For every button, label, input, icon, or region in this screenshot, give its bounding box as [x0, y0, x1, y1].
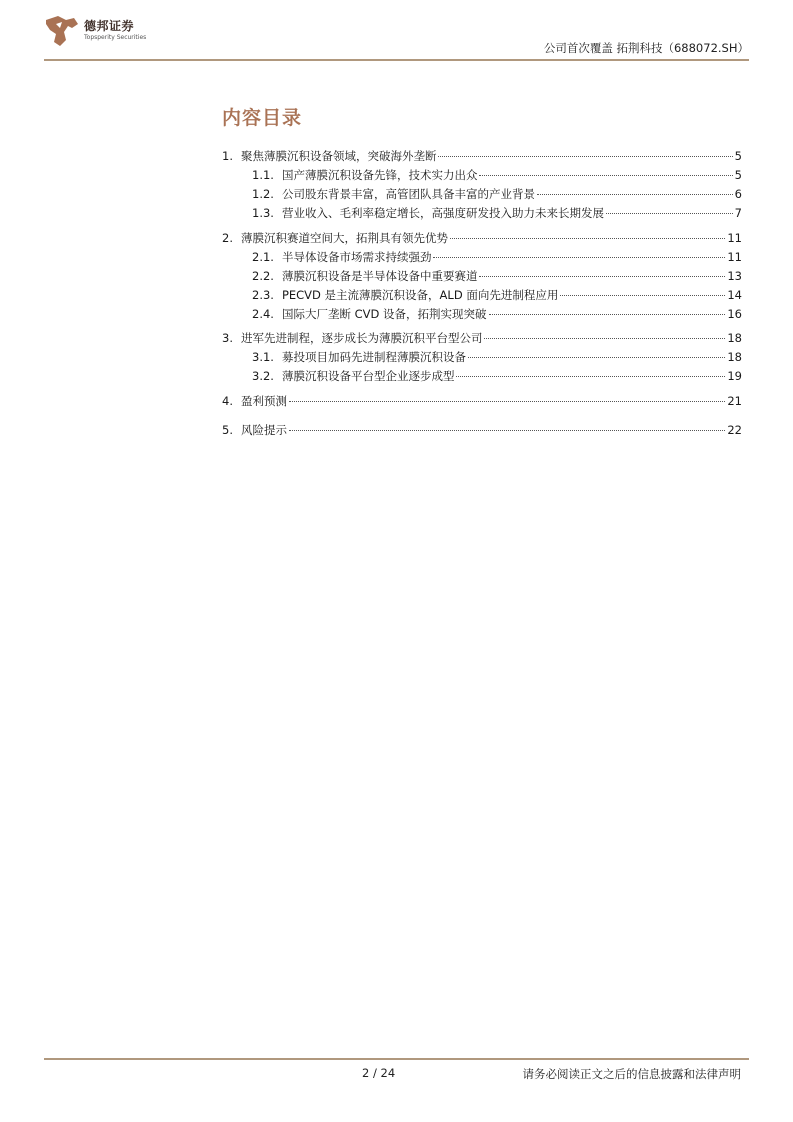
- toc-entry-text: 薄膜沉积赛道空间大，拓荆具有领先优势: [240, 231, 448, 245]
- toc-entry-page: 18: [727, 331, 742, 345]
- toc-entry-text: 国产薄膜沉积设备先锋，技术实力出众: [281, 168, 478, 182]
- toc-entry[interactable]: [222, 422, 742, 440]
- toc-leader: [289, 401, 725, 402]
- toc-entry-page: 7: [734, 206, 742, 220]
- toc-entry-page: 11: [727, 250, 742, 264]
- toc-entry-number: 3.: [222, 331, 233, 345]
- report-title: 公司首次覆盖 拓荆科技（688072.SH）: [543, 41, 749, 55]
- toc-entry[interactable]: [252, 349, 742, 367]
- toc-entry-page: 5: [734, 149, 742, 163]
- toc-entry-number: 1.3.: [252, 206, 274, 220]
- toc-leader: [450, 238, 725, 239]
- toc-entry-text: 薄膜沉积设备平台型企业逐步成型: [281, 369, 455, 383]
- toc-entry-text: 营业收入、毛利率稳定增长，高强度研发投入助力未来长期发展: [281, 206, 604, 220]
- toc-entry-text: PECVD 是主流薄膜沉积设备，ALD 面向先进制程应用: [281, 288, 559, 302]
- logo-text-cn: 德邦证券: [84, 19, 135, 33]
- toc-entry-text: 募投项目加码先进制程薄膜沉积设备: [281, 350, 466, 364]
- toc-leader: [468, 357, 725, 358]
- toc-entry-text: 进军先进制程，逐步成长为薄膜沉积平台型公司: [240, 331, 483, 345]
- toc-entry[interactable]: [252, 306, 742, 324]
- toc-leader: [489, 314, 726, 315]
- toc-entry[interactable]: [252, 268, 742, 286]
- toc-entry-page: 11: [727, 231, 742, 245]
- toc-entry[interactable]: [222, 148, 742, 166]
- toc-entry-number: 1.: [222, 149, 233, 163]
- toc-entry[interactable]: [252, 368, 742, 386]
- toc-entry-number: 2.2.: [252, 269, 274, 283]
- toc-leader: [537, 194, 733, 195]
- toc-entry-page: 22: [727, 423, 742, 437]
- toc-entry[interactable]: [252, 287, 742, 305]
- toc-entry-page: 21: [727, 394, 742, 408]
- toc-entry-page: 18: [727, 350, 742, 364]
- toc-leader: [606, 213, 733, 214]
- toc-entry[interactable]: [252, 205, 742, 223]
- toc-entry-text: 薄膜沉积设备是半导体设备中重要赛道: [281, 269, 478, 283]
- toc-entry-text: 盈利预测: [240, 394, 287, 408]
- toc-entry[interactable]: [222, 330, 742, 348]
- toc-entry-text: 国际大厂垄断 CVD 设备，拓荆实现突破: [281, 307, 487, 321]
- toc-leader: [289, 430, 725, 431]
- toc-entry-number: 1.2.: [252, 187, 274, 201]
- toc-entry[interactable]: [252, 249, 742, 267]
- toc-leader: [433, 257, 725, 258]
- toc-entry-number: 2.: [222, 231, 233, 245]
- toc-leader: [479, 175, 732, 176]
- toc-entry-page: 6: [734, 187, 742, 201]
- toc-entry-number: 5.: [222, 423, 233, 437]
- toc-entry-page: 13: [727, 269, 742, 283]
- toc-entry-number: 3.2.: [252, 369, 274, 383]
- footer-disclaimer: 请务必阅读正文之后的信息披露和法律声明: [522, 1067, 741, 1081]
- logo-mark-icon: [44, 14, 80, 48]
- toc-title: 内容目录: [222, 107, 303, 129]
- toc-leader: [484, 338, 725, 339]
- toc-entry-page: 16: [727, 307, 742, 321]
- toc-leader: [438, 156, 732, 157]
- toc-leader: [456, 376, 725, 377]
- toc-entry-page: 5: [734, 168, 742, 182]
- toc-entry-number: 4.: [222, 394, 233, 408]
- toc-entry[interactable]: [252, 167, 742, 185]
- toc-entry-number: 2.3.: [252, 288, 274, 302]
- header-divider: [44, 59, 749, 61]
- toc-entry-number: 1.1.: [252, 168, 274, 182]
- toc-entry-number: 3.1.: [252, 350, 274, 364]
- page-indicator: 2 / 24: [362, 1066, 396, 1080]
- company-logo: [44, 14, 184, 48]
- toc-entry-page: 19: [727, 369, 742, 383]
- toc-entry[interactable]: [252, 186, 742, 204]
- footer-divider: [44, 1058, 749, 1060]
- toc-entry[interactable]: [222, 230, 742, 248]
- toc-leader: [479, 276, 725, 277]
- toc-entry[interactable]: [222, 393, 742, 411]
- toc-entry-page: 14: [727, 288, 742, 302]
- toc-entry-number: 2.4.: [252, 307, 274, 321]
- logo-text-en: Topsperity Securities: [84, 34, 147, 41]
- toc-entry-text: 半导体设备市场需求持续强劲: [281, 250, 432, 264]
- toc-entry-text: 聚焦薄膜沉积设备领域，突破海外垄断: [240, 149, 437, 163]
- toc-entry-text: 公司股东背景丰富，高管团队具备丰富的产业背景: [281, 187, 535, 201]
- toc-entry-text: 风险提示: [240, 423, 287, 437]
- toc-entry-number: 2.1.: [252, 250, 274, 264]
- page-header: [0, 0, 793, 62]
- toc-leader: [560, 295, 725, 296]
